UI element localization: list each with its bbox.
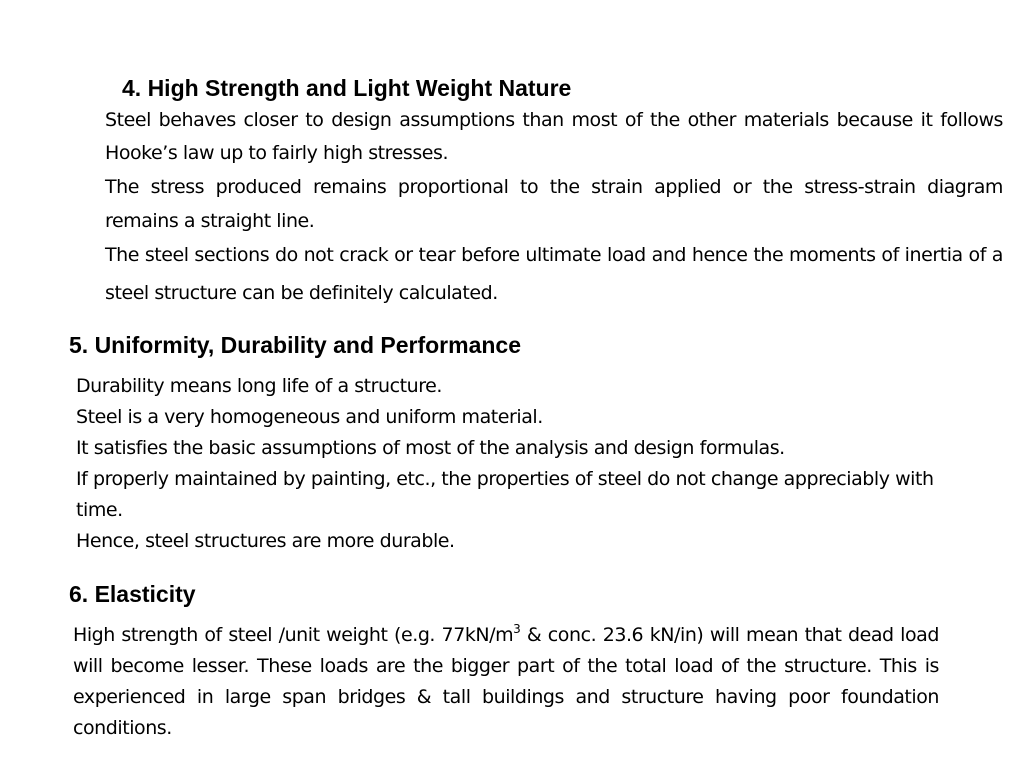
section-4-paragraph: The steel sections do not crack or tear before ultimate load and hence the moments of inertia of a steel structure can be definitely calculated. <box>105 244 1003 304</box>
section-5-line: Durability means long life of a structure. <box>76 375 442 397</box>
section-6-text-end: & conc. 23.6 kN/in) will mean that dead load will become lesser. These loads are the bigger part of the total load of the structure. This is experienced in large span bridges & tall buildings and structure having poor foundation conditions. <box>73 624 939 739</box>
cubed-superscript: 3 <box>513 622 521 636</box>
section-5-line: It satisfies the basic assumptions of most of the analysis and design formulas. <box>76 437 785 459</box>
section-5-line: Hence, steel structures are more durable. <box>76 530 455 552</box>
section-4-paragraph: The stress produced remains proportional to the strain applied or the stress-strain diagram remains a straight line. <box>105 176 1003 232</box>
section-6-text-start: High strength of steel /unit weight (e.g. 77kN/m <box>73 624 514 646</box>
section-5-line: Steel is a very homogeneous and uniform material. <box>76 406 543 428</box>
section-4-paragraph: Steel behaves closer to design assumptions than most of the other materials because it follows Hooke’s law up to fairly high stresses. <box>105 109 1003 164</box>
section-6-body <box>73 620 939 744</box>
section-4-title: 4. High Strength and Light Weight Nature <box>122 75 572 101</box>
section-5-body <box>76 371 1006 557</box>
section-4-body <box>105 104 1003 312</box>
section-5-line: If properly maintained by painting, etc., the properties of steel do not change appreciably with time. <box>76 468 934 521</box>
section-6-title: 6. Elasticity <box>69 581 196 607</box>
section-5-title: 5. Uniformity, Durability and Performance <box>69 332 522 358</box>
